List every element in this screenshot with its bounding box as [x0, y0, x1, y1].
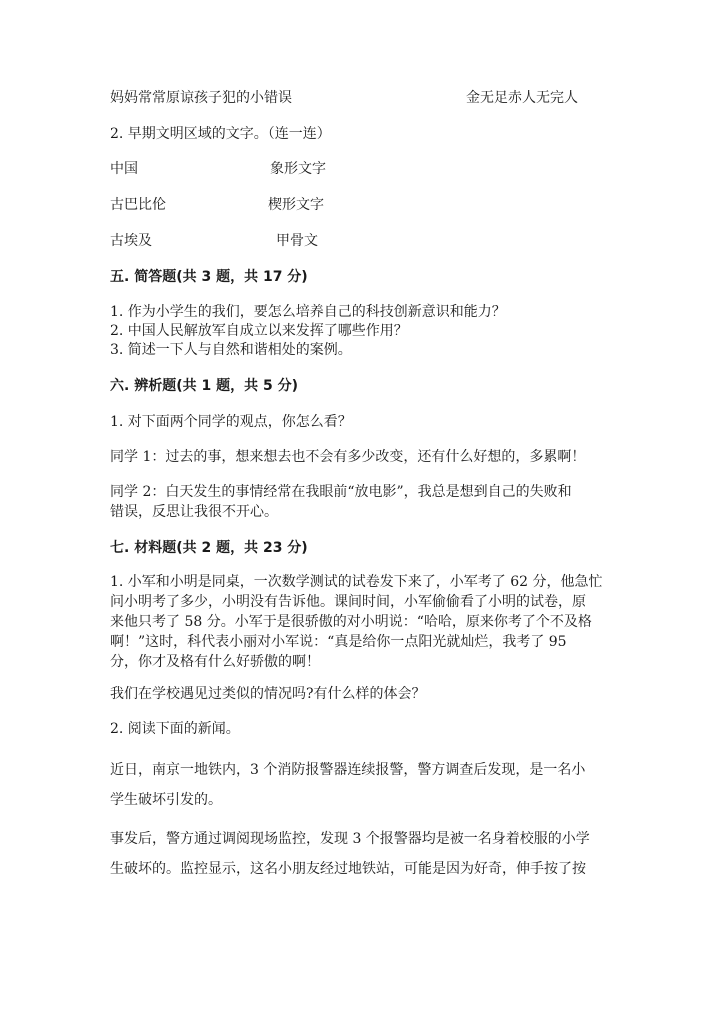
- script-cuneiform: 楔形文字: [268, 197, 324, 213]
- match-left-text: 妈妈常常原谅孩子犯的小错误: [110, 90, 292, 106]
- news-paragraph-1: [110, 755, 610, 815]
- material-1-question: 我们在学校遇见过类似的情况吗?有什么样的体会？: [110, 686, 426, 702]
- section-6-question-1: 1. 对下面两个同学的观点，你怎么看？: [110, 414, 352, 430]
- section-7-title: 七. 材料题(共 2 题，共 23 分): [110, 540, 308, 556]
- match-right-text: 金无足赤人无完人: [466, 90, 578, 106]
- passage-line: 问小明考了多少，小明没有告诉他。课间时间，小军偷偷看了小明的试卷，原: [110, 594, 586, 610]
- section-5-question-3: 3. 简述一下人与自然和谐相处的案例。: [110, 342, 352, 358]
- civilization-china: 中国: [110, 161, 138, 177]
- news-line: 生破坏的。监控显示，这名小朋友经过地铁站，可能是因为好奇，伸手按了按: [110, 861, 586, 877]
- civilization-babylon: 古巴比伦: [110, 197, 166, 213]
- civilization-egypt: 古埃及: [110, 233, 152, 249]
- student-2-line: 错误，反思让我很不开心。: [110, 504, 278, 520]
- section-5-question-2: 2. 中国人民解放军自成立以来发挥了哪些作用？: [110, 323, 408, 339]
- passage-line: 来他只考了 58 分。小军于是很骄傲的对小明说：“哈哈，原来你考了个不及格: [110, 614, 592, 630]
- student-1-opinion: 同学 1：过去的事，想来想去也不会有多少改变，还有什么好想的，多累啊！: [110, 449, 586, 465]
- student-2-line: 同学 2：白天发生的事情经常在我眼前“放电影”，我总是想到自己的失败和: [110, 484, 572, 500]
- question-2-title: 2. 早期文明区域的文字。（连一连）: [110, 126, 331, 142]
- news-line: 事发后，警方通过调阅现场监控，发现 3 个报警器均是被一名身着校服的小学: [110, 831, 590, 847]
- script-oracle-bone: 甲骨文: [276, 233, 318, 249]
- news-line: 学生破坏引发的。: [110, 792, 222, 808]
- section-6-title: 六. 辨析题(共 1 题，共 5 分): [110, 378, 298, 394]
- news-paragraph-2: [110, 824, 610, 884]
- section-5-question-1: 1. 作为小学生的我们，要怎么培养自己的科技创新意识和能力？: [110, 304, 506, 320]
- script-pictograph: 象形文字: [270, 161, 326, 177]
- passage-line: 啊！”这时，科代表小丽对小军说：“真是给你一点阳光就灿烂，我考了 95: [110, 634, 567, 650]
- material-1-passage: [110, 572, 610, 672]
- student-2-opinion: [110, 482, 610, 522]
- passage-line: 分，你才及格有什么好骄傲的啊！: [110, 654, 320, 670]
- section-5-title: 五. 简答题(共 3 题，共 17 分): [110, 269, 308, 285]
- news-line: 近日，南京一地铁内，3 个消防报警器连续报警，警方调查后发现，是一名小: [110, 762, 586, 778]
- material-2-title: 2. 阅读下面的新闻。: [110, 721, 240, 737]
- passage-line: 1. 小军和小明是同桌，一次数学测试的试卷发下来了，小军考了 62 分，他急忙: [110, 574, 603, 590]
